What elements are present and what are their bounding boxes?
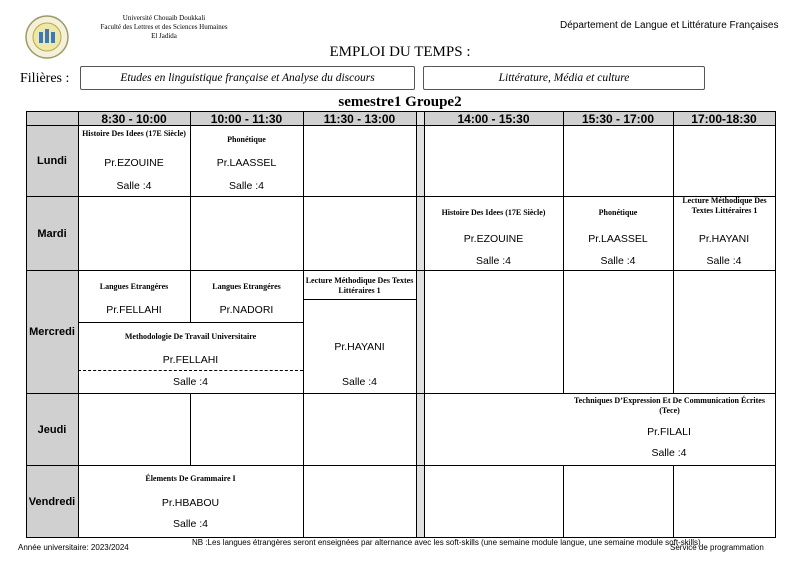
time-slot-header: 10:00 - 11:30 [210,112,283,126]
time-slot-header: 17:00-18:30 [691,112,757,126]
day-label-mardi: Mardi [37,227,67,240]
time-slot-header: 15:30 - 17:00 [581,112,655,126]
lunch-gap [416,112,424,538]
professor-name: Pr.FELLAHI [106,304,162,316]
room-label: Salle :4 [228,180,265,192]
course-title: Lecture Méthodique Des Textes Littéraires 1 [305,276,414,295]
time-slot-header: 8:30 - 10:00 [101,112,167,126]
professor-name: Pr.HAYANI [698,233,750,245]
room-label: Salle :4 [341,376,378,388]
room-label: Salle :4 [116,180,152,192]
professor-name: Pr.NADORI [219,304,274,316]
day-label-jeudi: Jeudi [37,423,67,436]
day-label-mercredi: Mercredi [29,326,75,338]
filiere-box-1: Etudes en linguistique française et Analyse du discours [80,66,415,90]
univ-line-1: Université Chouaib Doukkali [122,14,206,22]
course-title: Langues Etrangéres [99,282,169,291]
course-title: Phonétique [227,135,266,144]
course-title: Élements De Grammaire I [145,474,236,483]
alternation-divider [78,370,303,371]
time-slot-header: 14:00 - 15:30 [457,112,530,126]
footnote: NB :Les langues étrangères seront enseignées par alternance avec les soft-skills (une semaine module langue, une semaine module soft-skills) [192,538,701,547]
univ-line-3: El Jadida [151,32,177,40]
course-title: Techniques D’Expression Et De Communication Écrites (Tece) [574,396,765,415]
course-title: Methodologie De Travail Universitaire [124,332,257,341]
course-title: Langues Etrangéres [212,282,281,291]
time-slot-header: 11:30 - 13:00 [323,112,396,126]
univ-line-2: Faculté des Lettres et des Sciences Humaines [100,23,228,31]
professor-name: Pr.HAYANI [334,341,385,353]
room-label: Salle :4 [475,255,512,267]
course-title: Lecture Méthodique Des Textes Littéraires 1 [682,196,767,215]
professor-name: Pr.LAASSEL [216,157,277,169]
course-title: Phonétique [598,208,638,217]
room-label: Salle :4 [172,376,209,388]
semester-group: semestre1 Groupe2 [338,94,462,110]
page-title: EMPLOI DU TEMPS : [329,44,471,60]
room-label: Salle :4 [651,447,687,459]
department-name: Département de Langue et Littérature Françaises [560,20,779,31]
course-title: Histoire Des Idees (17E Siècle) [82,129,186,138]
professor-name: Pr.FELLAHI [162,354,219,366]
professor-name: Pr.FILALI [647,426,691,438]
day-label-lundi: Lundi [37,155,67,167]
room-label: Salle :4 [600,255,636,267]
room-label: Salle :4 [706,255,742,267]
professor-name: Pr.EZOUINE [463,233,524,245]
professor-name: Pr.EZOUINE [104,157,164,169]
university-name [84,14,244,41]
service-label: Service de programmation [670,543,764,552]
filiere-box-2: Littérature, Média et culture [423,66,705,90]
filieres-label: Filières : [20,71,70,86]
academic-year: Année universitaire: 2023/2024 [18,543,129,552]
professor-name: Pr.HBABOU [161,497,220,509]
room-label: Salle :4 [172,518,209,530]
professor-name: Pr.LAASSEL [588,233,648,245]
day-label-vendredi: Vendredi [28,495,76,508]
course-title: Histoire Des Idees (17E Siècle) [441,208,546,217]
